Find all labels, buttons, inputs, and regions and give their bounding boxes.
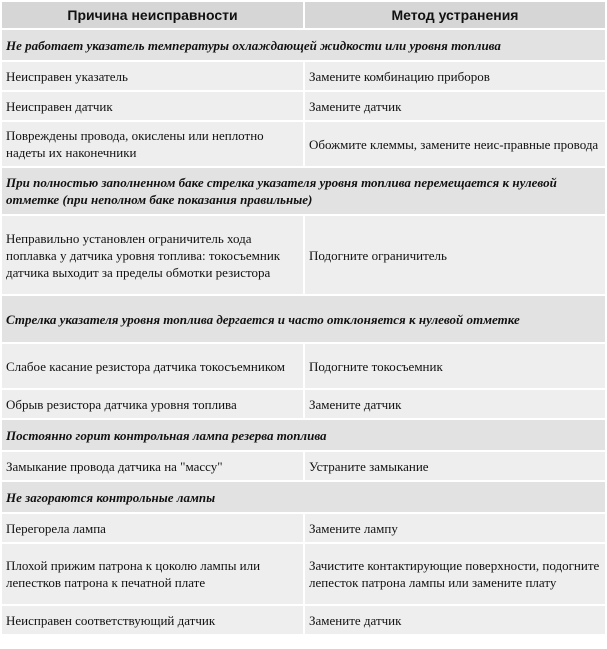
table-row (2, 216, 605, 294)
table-row (2, 452, 605, 480)
cause-cell: Обрыв резистора датчика уровня топлива (2, 390, 303, 418)
remedy-cell: Замените лампу (305, 514, 605, 542)
section-row (2, 482, 605, 512)
remedy-cell: Устраните замыкание (305, 452, 605, 480)
remedy-cell: Замените датчик (305, 390, 605, 418)
remedy-cell: Замените комбинацию приборов (305, 62, 605, 90)
table-row (2, 62, 605, 90)
table-row (2, 606, 605, 634)
cause-cell: Замыкание провода датчика на "массу" (2, 452, 303, 480)
remedy-cell: Подогните ограничитель (305, 216, 605, 294)
remedy-cell: Зачистите контактирующие поверхности, подогните лепесток патрона лампы или замените плату (305, 544, 605, 604)
cause-cell: Слабое касание резистора датчика токосъемником (2, 344, 303, 388)
table-row (2, 344, 605, 388)
section-title: Не загораются контрольные лампы (2, 482, 605, 512)
section-title: Не работает указатель температуры охлаждающей жидкости или уровня топлива (2, 30, 605, 60)
cause-column-header: Причина неисправности (2, 2, 303, 28)
table-row (2, 92, 605, 120)
remedy-cell: Замените датчик (305, 92, 605, 120)
section-row (2, 420, 605, 450)
cause-cell: Плохой прижим патрона к цоколю лампы или лепестков патрона к печатной плате (2, 544, 303, 604)
header-row (2, 2, 605, 28)
cause-cell: Неисправен указатель (2, 62, 303, 90)
table-row (2, 122, 605, 166)
section-title: При полностью заполненном баке стрелка указателя уровня топлива перемещается к нулевой отметке (при неполном баке показания правильные) (2, 168, 605, 214)
section-row (2, 30, 605, 60)
cause-cell: Неправильно установлен ограничитель хода поплавка у датчика уровня топлива: токосъемник датчика выходит за пределы обмотки резистора (2, 216, 303, 294)
table-row (2, 514, 605, 542)
section-title: Постоянно горит контрольная лампа резерва топлива (2, 420, 605, 450)
table-row (2, 390, 605, 418)
cause-cell: Перегорела лампа (2, 514, 303, 542)
cause-cell: Неисправен датчик (2, 92, 303, 120)
section-row (2, 296, 605, 342)
section-row (2, 168, 605, 214)
table-row (2, 544, 605, 604)
section-title: Стрелка указателя уровня топлива дергается и часто отклоняется к нулевой отметке (2, 296, 605, 342)
remedy-cell: Обожмите клеммы, замените неис-правные провода (305, 122, 605, 166)
cause-cell: Неисправен соответствующий датчик (2, 606, 303, 634)
remedy-cell: Замените датчик (305, 606, 605, 634)
remedy-cell: Подогните токосъемник (305, 344, 605, 388)
remedy-column-header: Метод устранения (305, 2, 605, 28)
cause-cell: Повреждены провода, окислены или неплотно надеты их наконечники (2, 122, 303, 166)
